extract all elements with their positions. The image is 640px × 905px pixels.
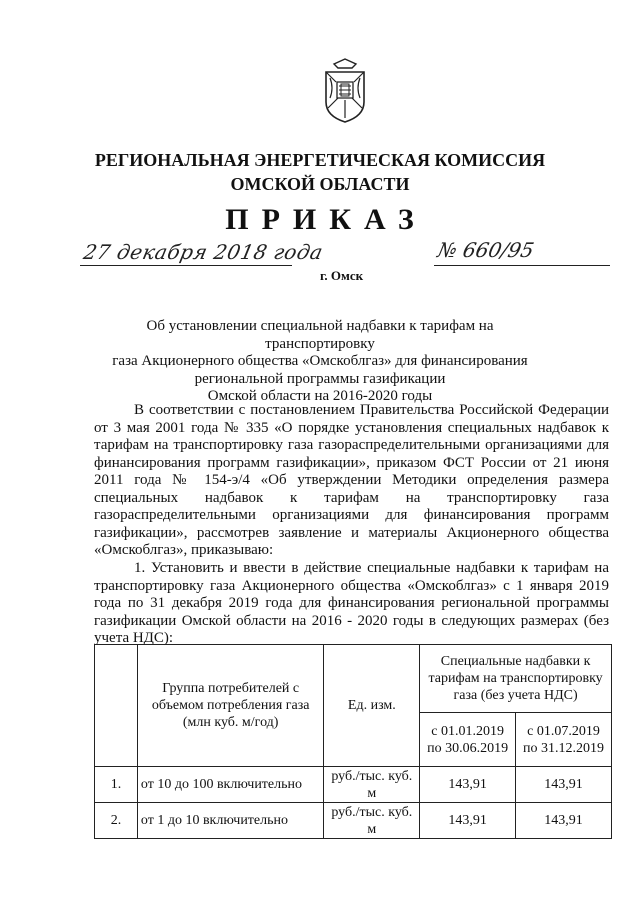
- row-value-period1: 143,91: [420, 803, 516, 839]
- organization-name: РЕГИОНАЛЬНАЯ ЭНЕРГЕТИЧЕСКАЯ КОМИССИЯ: [94, 150, 546, 170]
- table-row: [95, 767, 612, 803]
- organization-region: ОМСКОЙ ОБЛАСТИ: [230, 174, 410, 194]
- city-label: г. Омск: [320, 268, 364, 283]
- title-line: региональной программы газификации: [194, 370, 446, 387]
- number-underline: [434, 265, 610, 266]
- table-row: [95, 803, 612, 839]
- document-type: ПРИКАЗ: [225, 203, 427, 236]
- preamble-paragraph: В соответствии с постановлением Правительства Российской Федерации от 3 мая 2001 года № 335 «О порядке установления специальных надбавок к тарифам на транспортировку газа газораспределительными организациями для финансирования программ газификации», приказом ФСТ России от 21 июня 2011 года № 154-э/4 «Об утверждении Методики определения размера специальных надбавок к тарифам на транспортировку газа газораспределительными организациями для финансирования программ газификации», рассмотрев заявление и материалы Акционерного общества «Омскоблгаз», приказываю:: [94, 402, 609, 558]
- document-title: [100, 318, 540, 406]
- table-header-unit: Ед. изм.: [324, 645, 420, 767]
- coat-of-arms-icon: [322, 58, 368, 124]
- title-line: Омской области на 2016-2020 годы: [207, 388, 433, 404]
- row-group: от 10 до 100 включительно: [137, 767, 324, 803]
- row-group: от 1 до 10 включительно: [137, 803, 324, 839]
- row-unit: руб./тыс. куб. м: [324, 803, 420, 839]
- handwritten-number: № 660/95: [435, 238, 537, 262]
- row-number: 2.: [95, 803, 138, 839]
- table-header-period1: с 01.01.2019 по 30.06.2019: [420, 713, 516, 767]
- order-item-1-paragraph: 1. Установить и ввести в действие специальные надбавки к тарифам на транспортировку газа Акционерного общества «Омскоблгаз» с 1 января 2019 года по 31 декабря 2019 года для финансирования региональной программы газификации Омской области на 2016 - 2020 годы в следующих размерах (без учета НДС):: [94, 560, 609, 646]
- row-number: 1.: [95, 767, 138, 803]
- date-underline: [80, 265, 292, 266]
- row-value-period1: 143,91: [420, 767, 516, 803]
- table-header-num: [95, 645, 138, 767]
- row-value-period2: 143,91: [516, 803, 612, 839]
- row-value-period2: 143,91: [516, 767, 612, 803]
- handwritten-date: 27 декабря 2018 года: [81, 240, 326, 264]
- table-header-special: Специальные надбавки к тарифам на транспортировку газа (без учета НДС): [420, 645, 612, 713]
- table-header-group: Группа потребителей с объемом потребления газа (млн куб. м/год): [137, 645, 324, 767]
- title-line: газа Акционерного общества «Омскоблгаз» для финансирования: [112, 353, 528, 369]
- title-line: Об установлении специальной надбавки к тарифам на транспортировку: [146, 318, 494, 352]
- surcharge-table: [94, 644, 612, 839]
- row-unit: руб./тыс. куб. м: [324, 767, 420, 803]
- table-header-period2: с 01.07.2019 по 31.12.2019: [516, 713, 612, 767]
